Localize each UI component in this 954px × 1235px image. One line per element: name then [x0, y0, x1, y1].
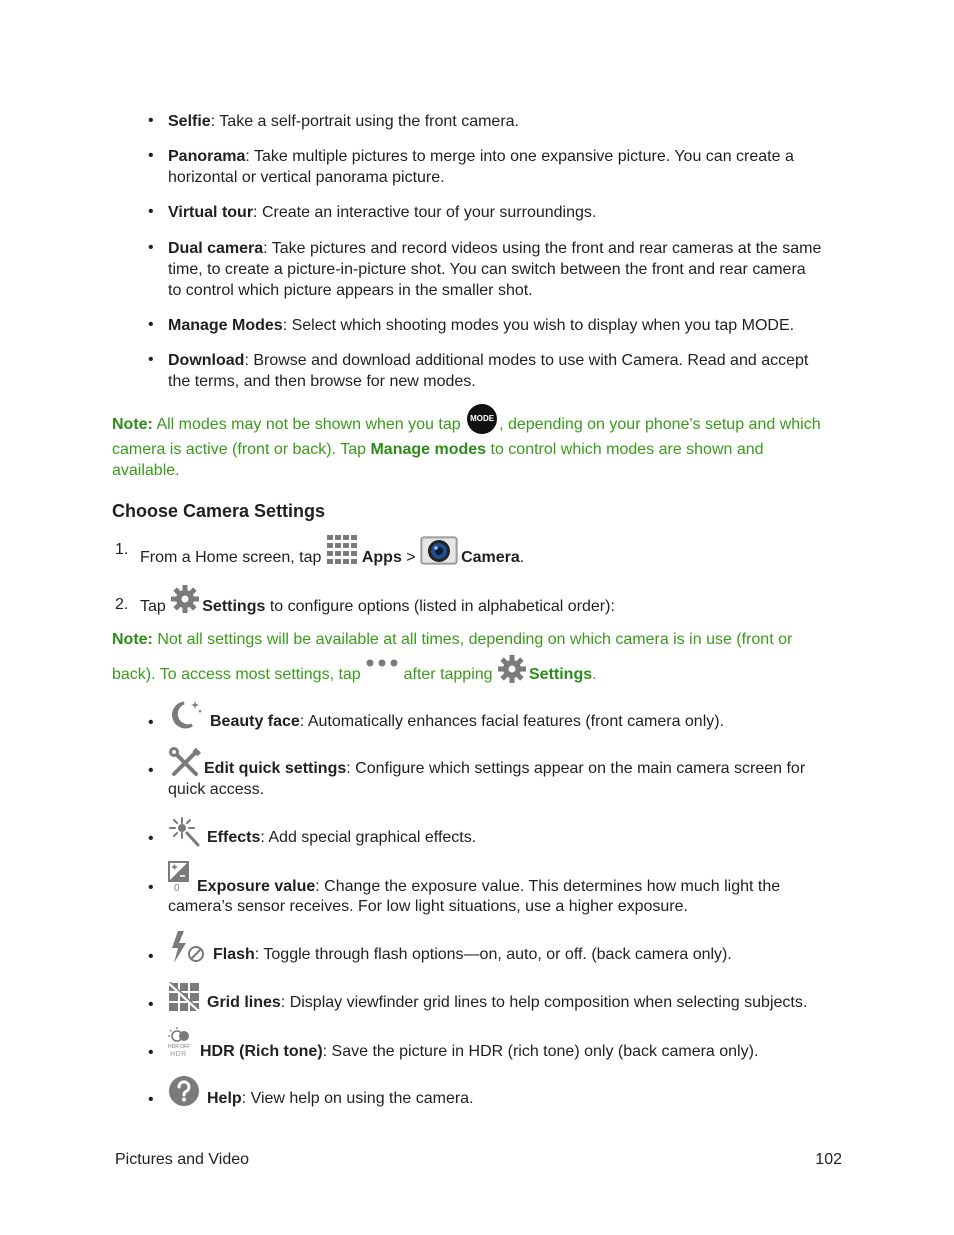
setting-term: Help: [207, 1090, 242, 1107]
mode-term: Download: [168, 352, 245, 369]
step-1: [115, 532, 524, 568]
note-text: Not all settings will be available at all times, depending on which camera is in use (front or: [152, 630, 793, 648]
setting-term: Edit quick settings: [204, 760, 347, 777]
hdr-icon-label: HDR OFF: [168, 1044, 191, 1050]
setting-term: Grid lines: [207, 994, 281, 1011]
section-heading: Choose Camera Settings: [112, 501, 326, 521]
list-item: [168, 929, 732, 965]
more-options-icon: [365, 653, 399, 673]
list-item: [168, 981, 807, 1013]
setting-term: Effects: [207, 829, 261, 846]
note-text: after tapping: [399, 666, 497, 683]
bullet: •: [148, 112, 154, 129]
mode-term: Panorama: [168, 148, 246, 165]
mode-desc: : Browse and download additional modes to use with Camera. Read and accept: [244, 352, 809, 369]
step-text: Tap: [140, 598, 171, 615]
effects-icon: [168, 816, 200, 848]
setting-desc: : Toggle through flash options—on, auto, or off. (back camera only).: [254, 946, 732, 963]
step-2: [115, 582, 615, 616]
step-number: 1.: [115, 541, 129, 558]
flash-off-icon: [168, 930, 206, 964]
setting-desc: : Automatically enhances facial features (front camera only).: [299, 713, 725, 730]
list-item: [168, 238, 821, 301]
bullet: •: [148, 239, 154, 256]
settings-label: Settings: [202, 598, 266, 615]
step-text: .: [519, 549, 525, 566]
bullet: •: [148, 762, 154, 779]
bullet: •: [148, 1044, 154, 1061]
mode-term: Manage Modes: [168, 317, 283, 334]
exposure-value-icon: [168, 861, 190, 897]
note-text: , depending on your phone's setup and which: [499, 416, 821, 433]
mode-desc: : Take a self-portrait using the front camera.: [210, 113, 519, 130]
note-text: All modes may not be shown when you tap: [152, 416, 466, 433]
setting-term: Beauty face: [210, 713, 300, 730]
step-text: to configure options (listed in alphabetical order):: [265, 598, 615, 615]
mode-desc: : Take multiple pictures to merge into one expansive picture. You can create a: [245, 148, 794, 165]
list-item: [168, 202, 596, 223]
mode-term: Dual camera: [168, 240, 264, 257]
setting-term: Flash: [213, 946, 255, 963]
setting-term: HDR (Rich tone): [200, 1043, 323, 1060]
bullet: •: [148, 203, 154, 220]
hdr-icon: [168, 1027, 194, 1061]
bullet: •: [148, 351, 154, 368]
step-number: 2.: [115, 596, 129, 613]
note-text: to control which modes are shown and: [486, 441, 764, 458]
hdr-icon-label: HDR: [170, 1051, 187, 1058]
list-item: [168, 350, 808, 392]
setting-desc: : Save the picture in HDR (rich tone) only (back camera only).: [322, 1043, 759, 1060]
setting-desc: : Display viewfinder grid lines to help composition when selecting subjects.: [280, 994, 808, 1011]
apps-grid-icon: [326, 534, 362, 566]
bullet: •: [148, 948, 154, 965]
note-text: back). To access most settings, tap: [112, 666, 366, 683]
setting-desc: : View help on using the camera.: [241, 1090, 474, 1107]
mode-term: Virtual tour: [168, 204, 254, 221]
setting-desc: : Add special graphical effects.: [260, 829, 477, 846]
list-item: [168, 815, 476, 849]
bullet: •: [148, 147, 154, 164]
mode-desc-cont: time, to create a picture-in-picture shot. You can switch between the front and rear camera: [168, 261, 806, 278]
mode-desc: : Select which shooting modes you wish to display when you tap MODE.: [282, 317, 795, 334]
help-icon: [168, 1075, 200, 1107]
note-bold: Settings: [529, 666, 593, 683]
exposure-icon-label: 0: [174, 883, 180, 894]
list-item: [168, 746, 805, 800]
gear-icon: [497, 654, 527, 684]
edit-quick-settings-icon: [168, 747, 202, 779]
mode-desc-cont: to control which picture appears in the smaller shot.: [168, 282, 533, 299]
mode-icon: MODE: [467, 404, 497, 434]
apps-label: Apps: [361, 549, 402, 566]
list-item: [168, 1074, 474, 1108]
note-text: available.: [112, 462, 180, 479]
note-line: [112, 629, 792, 650]
setting-term: Exposure value: [197, 878, 316, 895]
footer-section: Pictures and Video: [115, 1151, 250, 1168]
note-line: [112, 439, 764, 481]
note-label: Note:: [112, 416, 153, 433]
camera-app-icon: [420, 534, 458, 566]
note-bold: Manage modes: [370, 441, 487, 458]
mode-desc-cont: the terms, and then browse for new modes.: [168, 373, 476, 390]
bullet: •: [148, 316, 154, 333]
note-label: Note:: [112, 630, 153, 648]
list-item: [168, 146, 794, 188]
note-line: [112, 652, 597, 686]
bullet: •: [148, 879, 154, 896]
bullet: •: [148, 830, 154, 847]
note-text: camera is active (front or back). Tap: [112, 441, 371, 458]
bullet: •: [148, 714, 154, 731]
list-item: [168, 861, 780, 917]
gear-icon: [170, 584, 200, 614]
camera-label: Camera: [461, 549, 520, 566]
step-text: From a Home screen, tap: [140, 549, 326, 566]
mode-desc-cont: horizontal or vertical panorama picture.: [168, 169, 445, 186]
bullet: •: [148, 996, 154, 1013]
setting-desc-cont: quick access.: [168, 781, 265, 798]
mode-desc: : Create an interactive tour of your surroundings.: [253, 204, 597, 221]
setting-desc: : Configure which settings appear on the main camera screen for: [346, 760, 806, 777]
bullet: •: [148, 1091, 154, 1108]
list-item: [168, 1027, 758, 1061]
list-item: [168, 698, 724, 734]
grid-lines-icon: [168, 982, 200, 1012]
mode-desc: : Take pictures and record videos using the front and rear cameras at the same: [263, 240, 822, 257]
setting-desc-cont: camera’s sensor receives. For low light situations, use a higher exposure.: [168, 898, 688, 915]
list-item: [168, 315, 794, 336]
page-number: 102: [815, 1151, 842, 1168]
note-text: .: [592, 666, 597, 683]
list-item: [168, 111, 519, 132]
step-separator: >: [401, 549, 421, 566]
beauty-face-icon: [168, 699, 204, 733]
mode-term: Selfie: [168, 113, 211, 130]
setting-desc: : Change the exposure value. This determines how much light the: [315, 878, 781, 895]
